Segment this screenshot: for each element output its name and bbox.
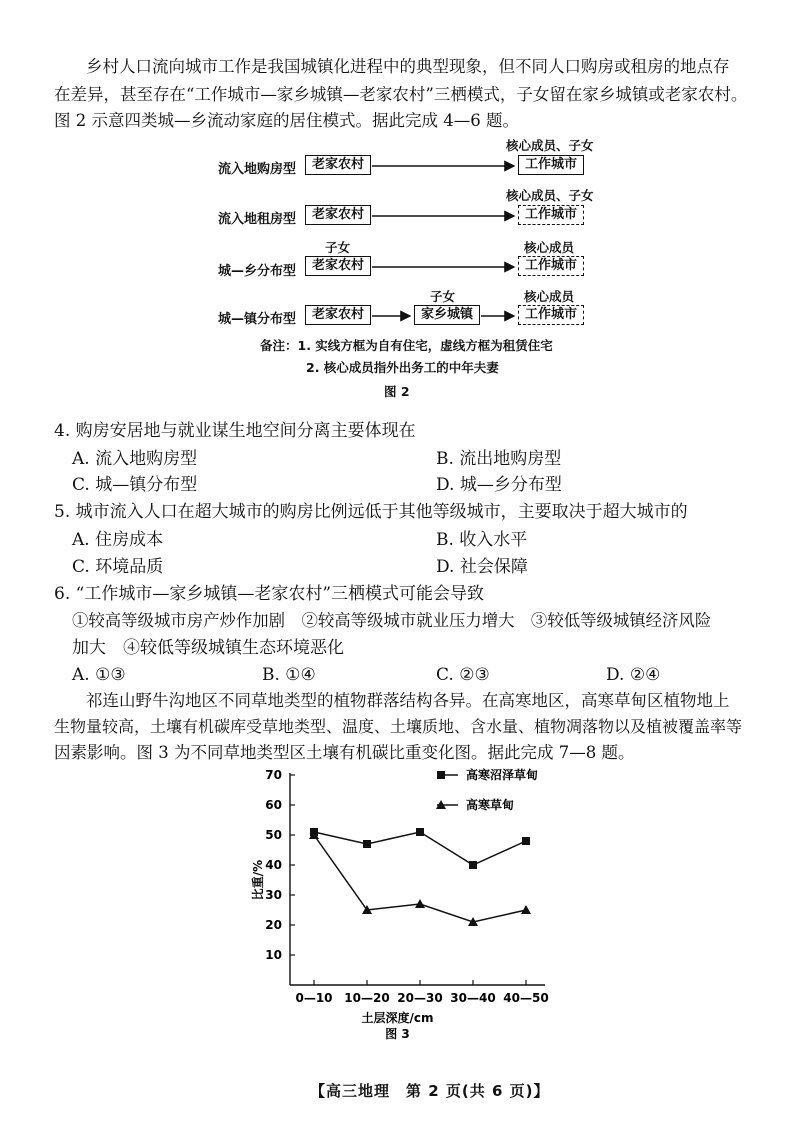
question-4-option-a: A. 流入地购房型 (72, 449, 198, 469)
fig2-box-end: 工作城市 (518, 155, 584, 175)
fig2-box-mid: 家乡城镇 (414, 305, 480, 325)
fig2-arrows (0, 0, 794, 360)
question-5-stem: 5. 城市流入人口在超大城市的购房比例远低于其他等级城市，主要取决于超大城市的 (54, 502, 688, 522)
question-6-option-b: B. ①④ (262, 665, 316, 685)
fig2-box-start: 老家农村 (305, 305, 371, 325)
x-tick-label: 30—40 (450, 991, 496, 1005)
series-line-2 (314, 835, 526, 922)
intro-paragraph-1-line-1: 乡村人口流向城市工作是我国城镇化进程中的典型现象，但不同人口购房或租房的地点存 (86, 57, 730, 76)
question-5-option-a: A. 住房成本 (72, 530, 164, 550)
question-6-option-d: D. ②④ (606, 665, 661, 685)
series-line-1 (314, 832, 526, 865)
fig2-top-left-label: 子女 (325, 240, 351, 255)
x-tick-label: 20—30 (397, 991, 443, 1005)
intro-paragraph-2-line-1: 祁连山野牛沟地区不同草地类型的植物群落结构各异。在高寒地区，高寒草甸区植物地上 (86, 691, 730, 710)
data-point (468, 917, 478, 926)
data-point (363, 840, 371, 848)
data-point (415, 899, 425, 908)
fig2-box-end-dashed: 工作城市 (518, 205, 584, 225)
data-point (310, 828, 318, 836)
fig2-note-1: 备注：1. 实线方框为自有住宅，虚线方框为租赁住宅 (260, 338, 553, 353)
question-6-option-a: A. ①③ (72, 665, 126, 685)
intro-paragraph-1-line-2: 在差异，甚至存在“工作城市—家乡城镇—老家农村”三栖模式，子女留在家乡城镇或老家农村。 (54, 85, 748, 104)
y-tick-label: 40 (265, 858, 282, 872)
y-tick-label: 60 (265, 798, 282, 812)
figure-3-caption: 图 3 (385, 1027, 410, 1041)
fig2-top-mid-label: 子女 (430, 289, 456, 304)
question-5-option-c: C. 环境品质 (72, 557, 164, 577)
fig2-top-right-label: 核心成员、子女 (506, 138, 594, 153)
legend-label: 高寒沼泽草甸 (466, 768, 539, 782)
intro-paragraph-2-line-3: 因素影响。图 3 为不同草地类型区土壤有机碳比重变化图。据此完成 7—8 题。 (54, 743, 635, 762)
fig2-top-right-label: 核心成员、子女 (506, 188, 594, 203)
data-point (521, 905, 531, 914)
legend-marker (437, 771, 445, 779)
data-point (522, 837, 530, 845)
legend-label: 高寒草甸 (466, 798, 515, 812)
x-axis-title: 土层深度/cm (361, 1011, 434, 1025)
fig2-box-end-dashed: 工作城市 (518, 256, 584, 276)
fig2-row-label: 城—镇分布型 (218, 312, 297, 327)
y-axis-title: 比重/% (251, 859, 265, 901)
fig2-row-label: 流入地租房型 (218, 212, 297, 227)
y-tick-label: 10 (265, 948, 282, 962)
data-point (362, 905, 372, 914)
question-5-option-d: D. 社会保障 (436, 557, 528, 577)
intro-paragraph-1-line-3: 图 2 示意四类城—乡流动家庭的居住模式。据此完成 4—6 题。 (54, 111, 519, 130)
question-5-option-b: B. 收入水平 (436, 530, 528, 550)
y-tick-label: 30 (265, 888, 282, 902)
question-6-stem: 6. “工作城市—家乡城镇—老家农村”三栖模式可能会导致 (54, 584, 485, 604)
x-tick-label: 40—50 (503, 991, 549, 1005)
intro-paragraph-2-line-2: 生物量较高，土壤有机碳库受草地类型、温度、土壤质地、含水量、植物凋落物以及植被覆盖率等 (54, 717, 743, 736)
fig2-row-label: 流入地购房型 (218, 162, 297, 177)
question-6-items-line-2: 加大 ④较低等级城镇生态环境恶化 (72, 638, 344, 658)
x-tick-label: 10—20 (344, 991, 390, 1005)
fig2-top-right-label: 核心成员 (524, 240, 575, 255)
x-tick-label: 0—10 (295, 991, 333, 1005)
question-4-stem: 4. 购房安居地与就业谋生地空间分离主要体现在 (54, 421, 416, 441)
question-6-items-line-1: ①较高等级城市房产炒作加剧 ②较高等级城市就业压力增大 ③较低等级城镇经济风险 (72, 611, 712, 630)
page-footer: 【高三地理 第 2 页(共 6 页)】 (310, 1082, 550, 1100)
fig2-top-right-label: 核心成员 (524, 289, 575, 304)
fig2-box-end-dashed: 工作城市 (518, 305, 584, 325)
fig2-box-start: 老家农村 (305, 155, 371, 175)
fig2-box-start: 老家农村 (305, 256, 371, 276)
question-6-option-c: C. ②③ (436, 665, 490, 685)
y-tick-label: 20 (265, 918, 282, 932)
data-point (416, 828, 424, 836)
fig2-note-2: 2. 核心成员指外出务工的中年夫妻 (306, 360, 499, 375)
legend-marker (436, 800, 446, 809)
fig2-box-start: 老家农村 (305, 205, 371, 225)
fig2-row-label: 城—乡分布型 (218, 264, 297, 279)
fig2-caption: 图 2 (384, 384, 410, 399)
question-4-option-c: C. 城—镇分布型 (72, 475, 198, 495)
data-point (309, 830, 319, 839)
y-tick-label: 50 (265, 828, 282, 842)
y-tick-label: 70 (265, 768, 282, 782)
question-4-option-d: D. 城—乡分布型 (436, 475, 562, 495)
question-4-option-b: B. 流出地购房型 (436, 449, 562, 469)
data-point (469, 861, 477, 869)
